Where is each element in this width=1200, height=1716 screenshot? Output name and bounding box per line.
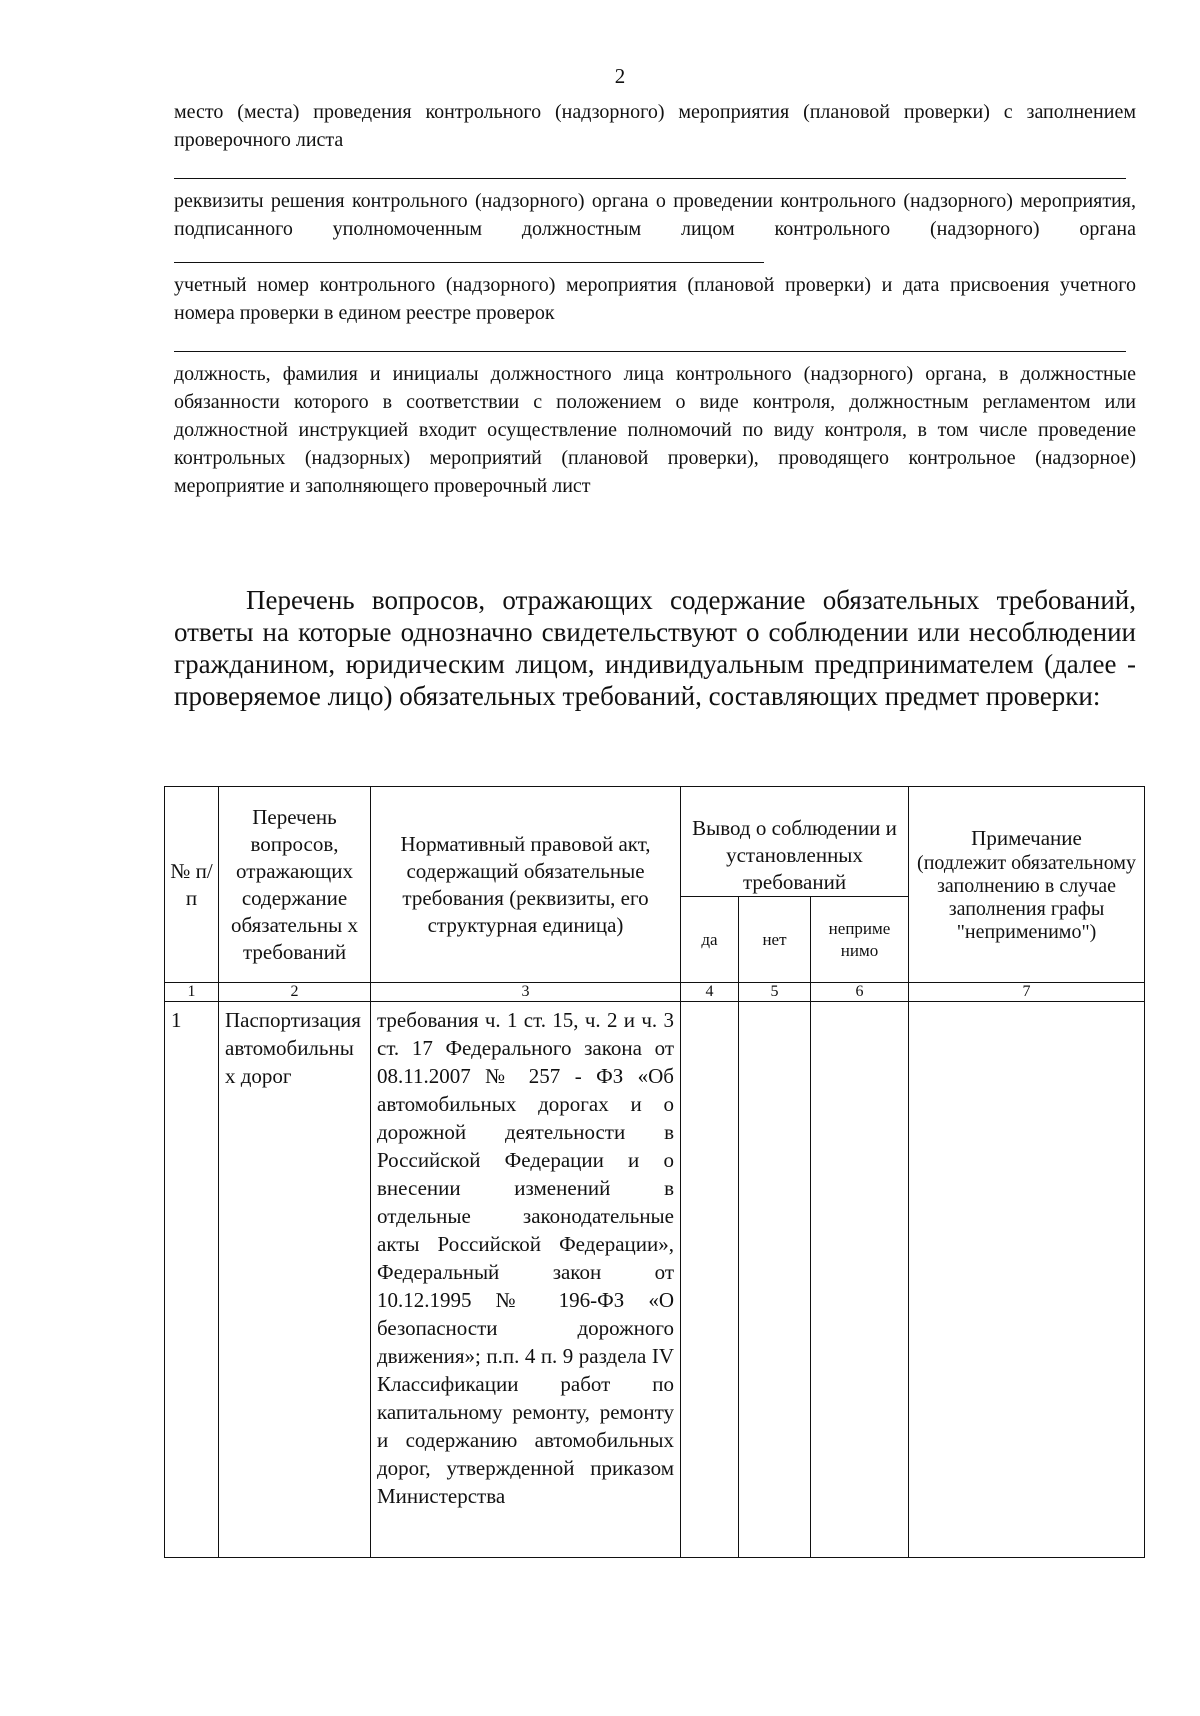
row-act: требования ч. 1 ст. 15, ч. 2 и ч. 3 ст. 17 Федерального закона от 08.11.2007 № 257 - ФЗ «Об автомобильных дорогах и о дорожной деятельности в Российской Федерации и о внесении изменений в отдельные законодательные акты Российской Федерации», Федеральный закон от 10.12.1995 № 196-ФЗ «О безопасности дорожного движения»; п.п. 4 п. 9 раздела IV Классификации работ по капитальному ремонту, ремонту и содержанию автомобильных дорог, утвержденной приказом Министерства [371,1002,681,1558]
column-number: 6 [811,983,909,1002]
row-answer-no[interactable] [739,1002,811,1558]
row-num: 1 [165,1002,219,1558]
checklist-table [164,786,1145,1558]
checklist-heading: Перечень вопросов, отражающих содержание обязательных требований, ответы на которые однозначно свидетельствуют о соблюдении или несоблюдении гражданином, юридическим лицом, индивидуальным предпринимателем (далее - проверяемое лицо) обязательных требований, составляющих предмет проверки: [174,585,1136,711]
field-label-official: должность, фамилия и инициалы должностного лица контрольного (надзорного) органа, в должностные обязанности которого в соответствии с положением о виде контроля, должностным регламентом или должностной инструкцией входит осуществление полномочий по виду контроля, в том числе проведение контрольных (надзорных) мероприятий (плановой проверки), проводящего контрольное (надзорное) мероприятие и заполняющего проверочный лист [174,363,1136,497]
col-header-act: Нормативный правовой акт, содержащий обязательные требования (реквизиты, его структурная единица) [371,787,681,983]
field-label-registry-number: учетный номер контрольного (надзорного) мероприятия (плановой проверки) и дата присвоения учетного номера проверки в едином реестре проверок [174,274,1136,324]
col-header-num: № п/п [165,787,219,983]
col-header-na: неприме нимо [811,897,909,983]
table-row [165,1002,1145,1558]
blank-line-registry-number [174,351,1126,352]
note-detail: (подлежит обязательному заполнению в случае заполнения графы "неприменимо") [917,852,1136,943]
field-label-decision: реквизиты решения контрольного (надзорного) органа о проведении контрольного (надзорного) мероприятия, подписанного уполномоченным должностным лицом контрольного (надзорного) органа [174,187,1136,271]
col-header-questions: Перечень вопросов, отражающих содержание обязательны х требований [219,787,371,983]
column-number: 3 [371,983,681,1002]
row-note[interactable] [909,1002,1145,1558]
blank-line-decision [174,261,764,263]
col-header-note [909,787,1145,983]
column-number: 1 [165,983,219,1002]
row-answer-yes[interactable] [681,1002,739,1558]
header-row [165,787,1145,897]
column-number: 7 [909,983,1145,1002]
page-number: 2 [614,64,626,88]
column-number: 4 [681,983,739,1002]
col-header-yes: да [681,897,739,983]
row-answer-na[interactable] [811,1002,909,1558]
column-number: 5 [739,983,811,1002]
col-header-conclusion: Вывод о соблюдении и установленных требований [681,787,909,897]
blank-line-place [174,178,1126,179]
column-number-row [165,983,1145,1002]
row-question: Паспортизация автомобильных дорог [219,1002,371,1558]
column-number: 2 [219,983,371,1002]
note-title: Примечание [971,826,1082,850]
field-label-place: место (места) проведения контрольного (надзорного) мероприятия (плановой проверки) с заполнением проверочного листа [174,101,1136,151]
col-header-no: нет [739,897,811,983]
header-fields [174,98,1136,500]
